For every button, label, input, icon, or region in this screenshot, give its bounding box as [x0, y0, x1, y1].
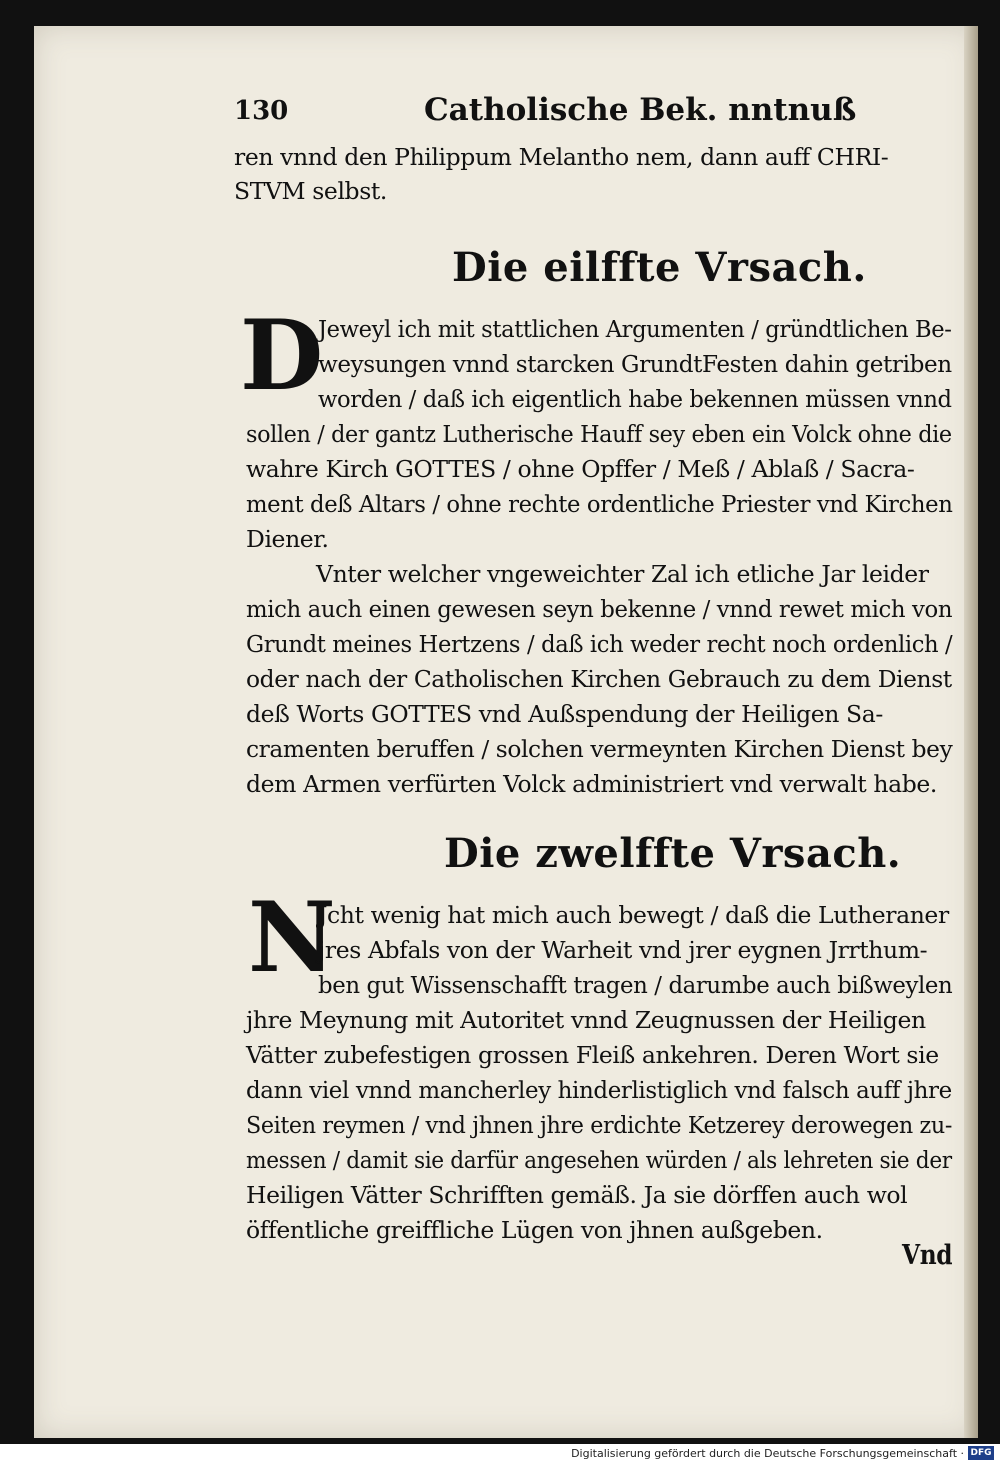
body-line: sollen / der gantz Lutherische Hauff sey eben ein Volck ohne die — [246, 420, 952, 448]
body-line: jhre Meynung mit Autoritet vnnd Zeugnussen der Heiligen — [246, 1006, 926, 1034]
body-line: Vnter welcher vngeweichter Zal ich etliche Jar leider — [316, 560, 929, 588]
page-header — [234, 92, 857, 132]
body-line: oder nach der Catholischen Kirchen Gebrauch zu dem Dienst — [246, 665, 952, 693]
intro-line: STVM selbst. — [234, 177, 387, 205]
body-line: wahre Kirch GOTTES / ohne Opffer / Meß / Ablaß / Sacra- — [246, 455, 915, 483]
body-line: Seiten reymen / vnd jhnen jhre erdichte Ketzerey derowegen zu- — [246, 1111, 952, 1139]
book-page — [34, 26, 978, 1438]
drop-cap-initial: D — [240, 299, 324, 412]
body-line: deß Worts GOTTES vnd Außspendung der Heiligen Sa- — [246, 700, 883, 728]
intro-line: ren vnnd den Philippum Melantho nem, dann auff CHRI- — [234, 143, 889, 171]
body-line: Diener. — [246, 525, 329, 553]
footer-bar — [0, 1444, 1000, 1463]
body-line: dem Armen verfürten Volck administriert vnd verwalt habe. — [246, 770, 937, 798]
body-line: Grundt meines Hertzens / daß ich weder recht noch ordenlich / — [246, 630, 953, 658]
body-line: worden / daß ich eigentlich habe bekennen müssen vnnd — [318, 385, 952, 413]
funding-note: Digitalisierung gefördert durch die Deutsche Forschungsgemeinschaft · — [571, 1447, 964, 1460]
drop-cap-initial: N — [248, 881, 336, 994]
catchword: Vnd — [902, 1240, 953, 1271]
body-line: öffentliche greiffliche Lügen von jhnen außgeben. — [246, 1216, 823, 1244]
body-line: ment deß Altars / ohne rechte ordentliche Priester vnd Kirchen — [246, 490, 953, 518]
body-line: Vätter zubefestigen grossen Fleiß ankehren. Deren Wort sie — [246, 1041, 939, 1069]
body-line: ben gut Wissenschafft tragen / darumbe auch bißweylen — [318, 971, 953, 999]
running-title: Catholische Bek. nntnuß — [424, 92, 857, 128]
page-edge — [964, 26, 978, 1438]
body-line: Jcht wenig hat mich auch bewegt / daß die Lutheraner — [318, 901, 949, 929]
page-number: 130 — [234, 96, 289, 126]
body-line: dann viel vnnd mancherley hinderlistiglich vnd falsch auff jhre — [246, 1076, 952, 1104]
body-line: messen / damit sie darfür angesehen würden / als lehreten sie der — [246, 1146, 952, 1174]
section-heading: Die zwelffte Vrsach. — [444, 830, 902, 877]
dfg-logo: DFG — [968, 1446, 994, 1460]
body-line: cramenten beruffen / solchen vermeynten Kirchen Dienst bey — [246, 735, 953, 763]
body-line: Heiligen Vätter Schrifften gemäß. Ja sie dörffen auch wol — [246, 1181, 908, 1209]
body-line: jres Abfals von der Warheit vnd jrer eygnen Jrrthum- — [318, 936, 928, 964]
body-line: mich auch einen gewesen seyn bekenne / vnnd rewet mich von — [246, 595, 953, 623]
section-heading: Die eilffte Vrsach. — [452, 244, 867, 291]
body-line: Jeweyl ich mit stattlichen Argumenten / gründtlichen Be- — [318, 315, 952, 343]
body-line: weysungen vnnd starcken GrundtFesten dahin getriben — [318, 350, 952, 378]
